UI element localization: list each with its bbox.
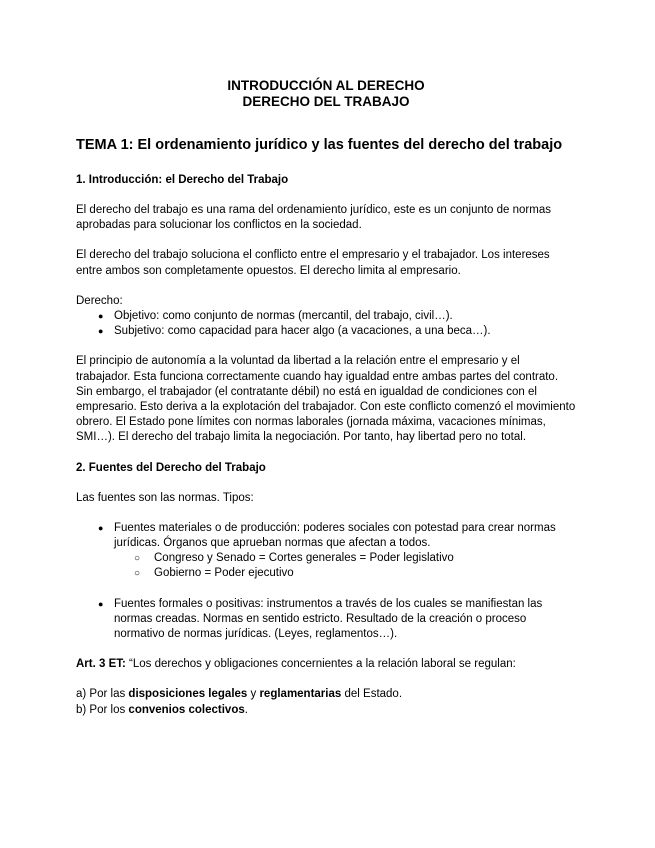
list-item: ● Fuentes materiales o de producción: poderes sociales con potestad para crear normas jurídicas. Órganos que aprueban normas que afectan a todos.: [98, 521, 556, 550]
section-1-heading: 1. Introducción: el Derecho del Trabajo: [76, 174, 289, 186]
tema-heading: TEMA 1: El ordenamiento jurídico y las fuentes del derecho del trabajo: [76, 137, 563, 153]
fuentes-list-2: [76, 597, 576, 643]
document-title: [76, 78, 576, 110]
document-page: [76, 78, 576, 718]
paragraph: El principio de autonomía a la voluntad da libertad a la relación entre el empresario y el trabajador. Esta funciona correctamente cuando hay igualdad entre ambas partes del contrato. Sin embargo, el trabajador (el contratante débil) no está en igualdad de condiciones con el empresario. Esto deriva a la explotación del trabajador. Con este conflicto comenzó el movimiento obrero. El Estado pone límites con normas laborales (jornada máxima, vacaciones mínimas, SMI…). El derecho del trabajo limita la negociación. Por tanto, hay libertad pero no total.: [76, 355, 576, 444]
article-line-b: b) Por los convenios colectivos.: [76, 703, 248, 716]
bullet-icon: ●: [98, 311, 104, 322]
paragraph: El derecho del trabajo es una rama del ordenamiento jurídico, este es un conjunto de normas aprobadas para solucionar los conflictos en la sociedad.: [76, 204, 551, 232]
section-2-heading: 2. Fuentes del Derecho del Trabajo: [76, 461, 266, 474]
article-line-a: a) Por las disposiciones legales y reglamentarias del Estado.: [76, 688, 403, 701]
sub-list-item: ○ Congreso y Senado = Cortes generales = Poder legislativo: [76, 551, 576, 566]
circle-bullet-icon: ○: [134, 553, 141, 565]
list-item: ● Objetivo: como conjunto de normas (mercantil, del trabajo, civil…).: [76, 309, 576, 324]
list-item: ● Subjetivo: como capacidad para hacer algo (a vacaciones, a una beca…).: [76, 324, 576, 339]
bullet-icon: ●: [98, 598, 104, 609]
derecho-label: Derecho:: [76, 294, 123, 307]
circle-bullet-icon: ○: [134, 568, 141, 580]
title-line-2: DERECHO DEL TRABAJO: [242, 94, 410, 109]
paragraph: El derecho del trabajo soluciona el conflicto entre el empresario y el trabajador. Los intereses entre ambos son completamente opuestos. El derecho limita al empresario.: [76, 249, 550, 277]
bullet-icon: ●: [98, 326, 104, 337]
article-paragraph: Art. 3 ET: “Los derechos y obligaciones concernientes a la relación laboral se regulan:: [76, 658, 516, 671]
derecho-list: [76, 309, 576, 339]
bullet-icon: ●: [98, 522, 104, 533]
article-label: Art. 3 ET:: [76, 658, 126, 671]
title-line-1: INTRODUCCIÓN AL DERECHO: [227, 78, 425, 93]
fuentes-list: [76, 521, 576, 582]
list-item: ● Fuentes formales o positivas: instrumentos a través de los cuales se manifiestan las normas creadas. Normas en sentido estricto. Resultado de la creación o proceso normativo de normas jurídicas. (Leyes, reglamentos…).: [98, 597, 543, 641]
sub-list-item: ○ Gobierno = Poder ejecutivo: [76, 566, 576, 581]
paragraph: Las fuentes son las normas. Tipos:: [76, 491, 254, 504]
